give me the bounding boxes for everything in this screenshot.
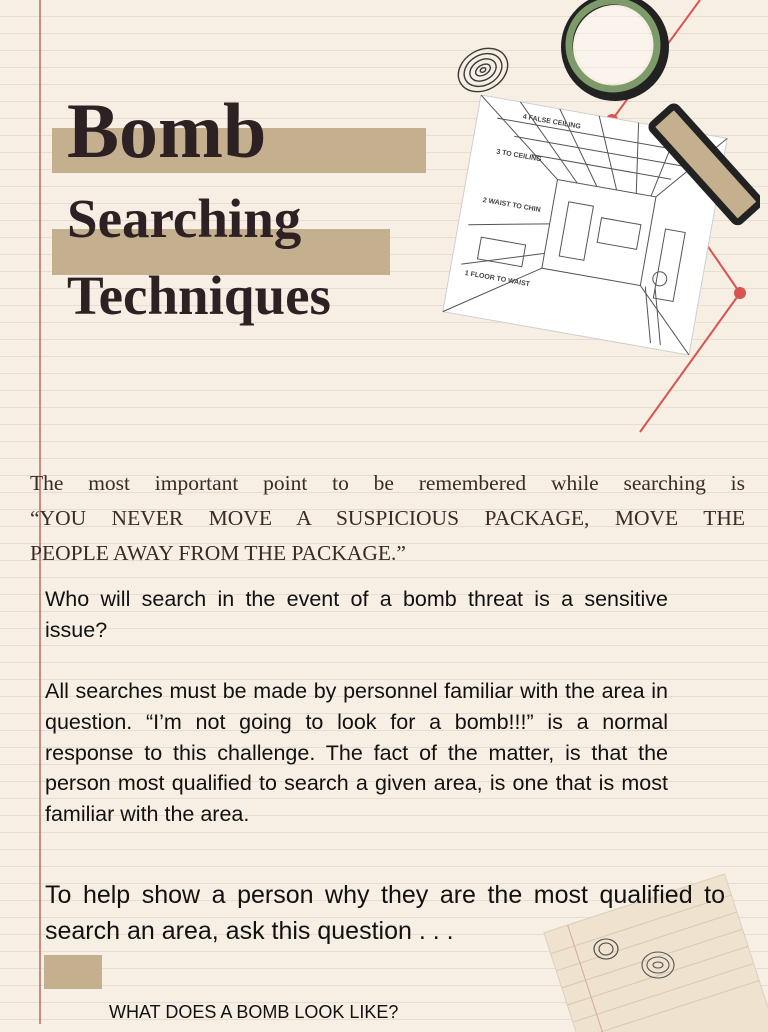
title-line-3: Techniques — [67, 265, 331, 326]
fingerprint-icon — [448, 40, 518, 100]
intro-line: “YOU NEVER MOVE A SUSPICIOUS PACKAGE, MOVE THE — [30, 506, 745, 530]
intro-line-last: PEOPLE AWAY FROM THE PACKAGE.” — [30, 541, 406, 565]
question-paragraph: Who will search in the event of a bomb threat is a sensitive issue? — [45, 587, 668, 642]
closing-question: WHAT DOES A BOMB LOOK LIKE? — [109, 1002, 399, 1022]
body-paragraph: All searches must be made by personnel familiar with the area in question. “I’m not going to look for a bomb!!!” is a normal response to this challenge. The fact of the matter, is that the person most qualified to search a given area, is one that is most familiar with the area. — [45, 679, 668, 827]
intro-paragraph — [30, 466, 745, 571]
illustration-label: 3 TO CEILING — [495, 148, 543, 164]
illustration-label: 2 WAIST TO CHIN — [482, 196, 542, 214]
title-line-1: Bomb — [67, 87, 267, 174]
help-paragraph: To help show a person why they are the most qualified to search an area, ask this question . . . — [45, 881, 725, 945]
intro-line: The most important point to be remembered while searching is — [30, 471, 745, 495]
illustration-label: 1 FLOOR TO WAIST — [464, 269, 531, 289]
red-dot-icon — [734, 287, 746, 299]
accent-band-small — [44, 955, 102, 989]
title-line-2: Searching — [67, 188, 302, 249]
illustration-label: 4 FALSE CEILING — [522, 113, 582, 131]
magnifying-glass-icon — [530, 0, 760, 230]
